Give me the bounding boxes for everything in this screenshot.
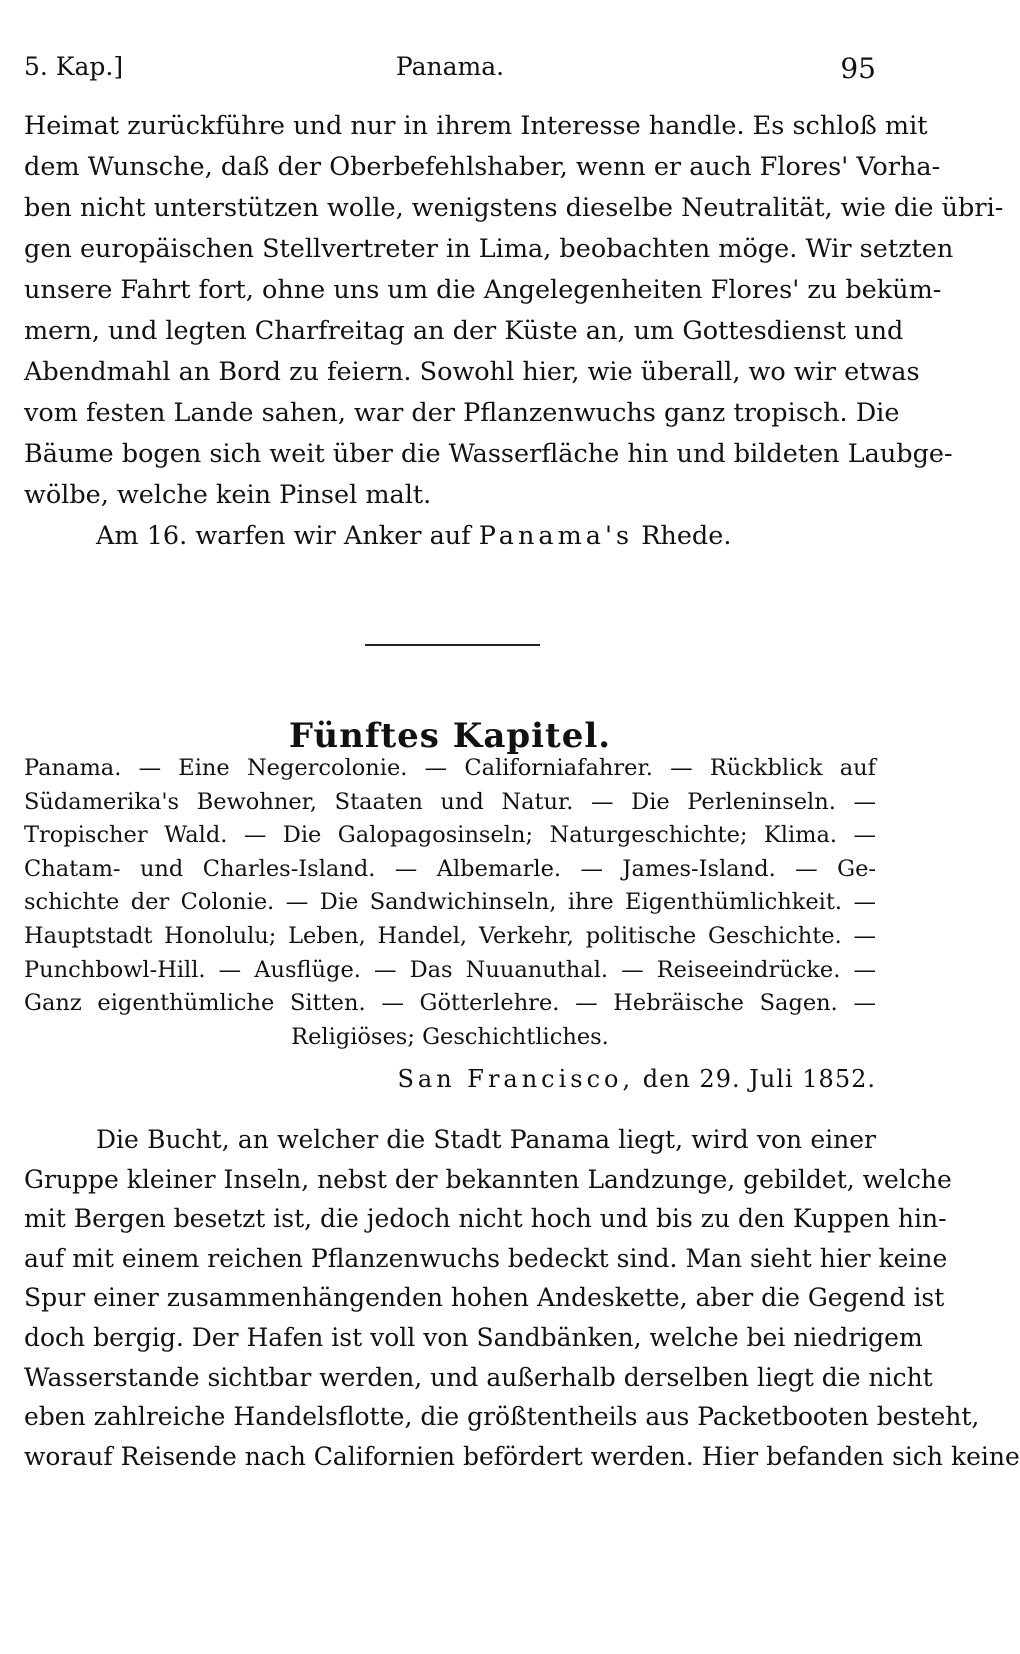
chapter-body-paragraph — [24, 1120, 1020, 1476]
text-line: doch bergig. Der Hafen ist voll von Sandbänken, welche bei niedrigem — [24, 1322, 923, 1352]
text-line: auf mit einem reichen Pflanzenwuchs bedeckt sind. Man sieht hier keine — [24, 1243, 948, 1273]
text-line: wölbe, welche kein Pinsel malt. — [24, 480, 432, 510]
text-line: Bäume bogen sich weit über die Wasserfläche hin und bildeten Laubge- — [24, 439, 953, 469]
summary-line: schichte der Colonie. — Die Sandwichinseln, ihre Eigenthümlichkeit. — — [24, 889, 876, 916]
running-header — [24, 52, 876, 92]
chapter-reference: 5. Kap.] — [24, 52, 124, 81]
dateline — [397, 1065, 876, 1093]
summary-line: Hauptstadt Honolulu; Leben, Handel, Verkehr, politische Geschichte. — — [24, 922, 876, 949]
summary-line: Religiöses; Geschichtliches. — [291, 1023, 609, 1050]
summary-line: Tropischer Wald. — Die Galopagosinseln; Naturgeschichte; Klima. — — [24, 822, 876, 849]
text-line: dem Wunsche, daß der Oberbefehlshaber, wenn er auch Flores' Vorha- — [24, 152, 941, 182]
text-line: Spur einer zusammenhängenden hohen Andeskette, aber die Gegend ist — [24, 1283, 945, 1313]
text-line: mern, und legten Charfreitag an der Küste an, um Gottesdienst und — [24, 316, 904, 346]
text-line: gen europäischen Stellvertreter in Lima, beobachten möge. Wir setzten — [24, 234, 954, 264]
paragraph-continuation — [24, 106, 1004, 557]
summary-line: Chatam- und Charles-Island. — Albemarle. — James-Island. — Ge- — [24, 855, 876, 882]
text-line: ben nicht unterstützen wolle, wenigstens dieselbe Neutralität, wie die übri- — [24, 193, 1004, 223]
summary-line: Ganz eigenthümliche Sitten. — Götterlehre. — Hebräische Sagen. — — [24, 990, 876, 1017]
closing-sentence — [24, 516, 876, 557]
text-line: Abendmahl an Bord zu feiern. Sowohl hier, wie überall, wo wir etwas — [24, 357, 920, 387]
chapter-title: Fünftes Kapitel. — [288, 716, 612, 756]
text-line: eben zahlreiche Handelsflotte, die größtentheils aus Packetbooten besteht, — [24, 1402, 980, 1432]
chapter-summary — [24, 752, 876, 1054]
text-line: vom festen Lande sahen, war der Pflanzenwuchs ganz tropisch. Die — [24, 398, 900, 428]
text-line: Wasserstande sichtbar werden, und außerhalb derselben liegt die nicht — [24, 1362, 933, 1392]
closing-text-spaced: Panama's — [478, 521, 634, 551]
page-number: 95 — [840, 52, 876, 85]
text-line: mit Bergen besetzt ist, die jedoch nicht hoch und bis zu den Kuppen hin- — [24, 1204, 947, 1234]
dateline-place: San Francisco, — [397, 1065, 635, 1093]
closing-text-before: Am 16. warfen wir Anker auf — [96, 521, 471, 551]
text-line: Heimat zurückführe und nur in ihrem Interesse handle. Es schloß mit — [24, 111, 928, 141]
dateline-date: den 29. Juli 1852. — [642, 1065, 876, 1093]
summary-line: Punchbowl-Hill. — Ausflüge. — Das Nuuanuthal. — Reiseeindrücke. — — [24, 956, 876, 983]
section-divider — [365, 644, 540, 646]
running-title: Panama. — [395, 52, 505, 81]
text-line: Die Bucht, an welcher die Stadt Panama liegt, wird von einer — [96, 1125, 876, 1154]
summary-line: Panama. — Eine Negercolonie. — Californiafahrer. — Rückblick auf — [24, 755, 876, 781]
text-line: worauf Reisende nach Californien befördert werden. Hier befanden sich keine — [24, 1441, 1020, 1471]
summary-line: Südamerika's Bewohner, Staaten und Natur. — Die Perleninseln. — — [24, 788, 876, 815]
text-line: Gruppe kleiner Inseln, nebst der bekannten Landzunge, gebildet, welche — [24, 1164, 952, 1194]
text-line: unsere Fahrt fort, ohne uns um die Angelegenheiten Flores' zu beküm- — [24, 275, 942, 305]
closing-text-after: Rhede. — [641, 521, 732, 551]
